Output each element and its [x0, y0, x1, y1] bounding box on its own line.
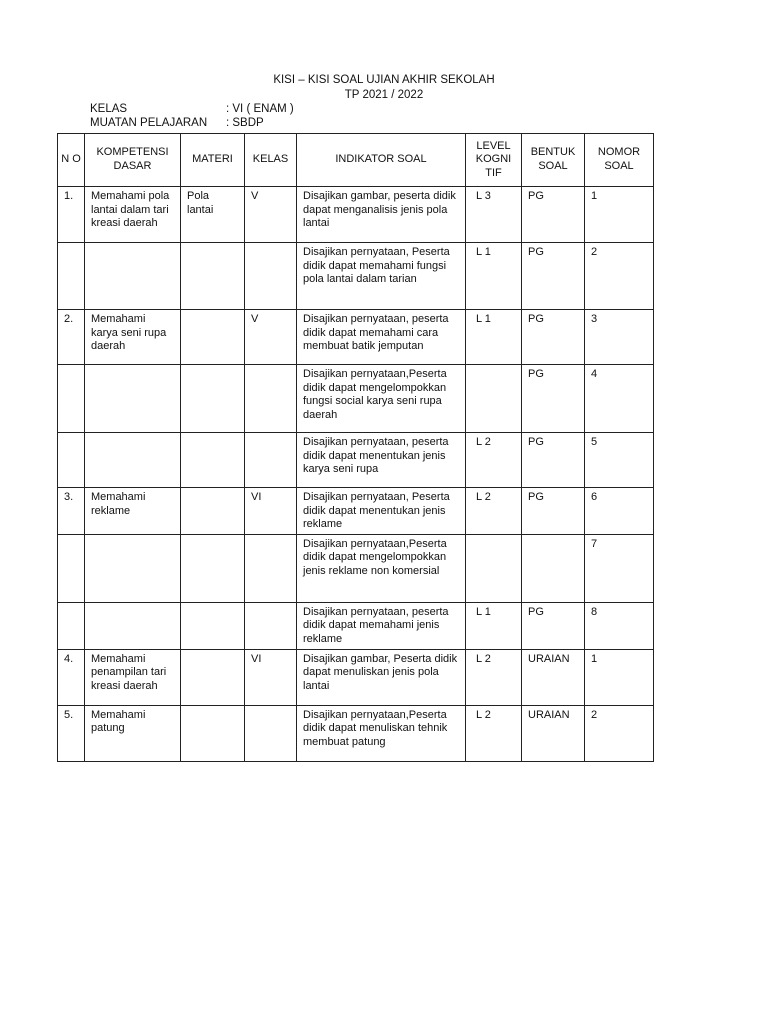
table-row [58, 310, 654, 365]
table-row [58, 649, 654, 705]
cell-nomor-soal: 1 [585, 187, 654, 243]
muatan-value: : SBDP [226, 117, 264, 129]
cell-bentuk-soal: PG [522, 243, 585, 310]
cell-materi [181, 310, 245, 365]
cell-no: 3. [58, 488, 85, 535]
cell-nomor-soal: 1 [585, 649, 654, 705]
cell-kompetensi-dasar: Memahami reklame [85, 488, 181, 535]
cell-bentuk-soal [522, 534, 585, 602]
cell-level-kognitif: L 2 [466, 649, 522, 705]
table-header-row [58, 134, 654, 187]
cell-kelas: VI [245, 649, 297, 705]
cell-materi [181, 534, 245, 602]
cell-kelas [245, 433, 297, 488]
cell-no: 4. [58, 649, 85, 705]
cell-kompetensi-dasar [85, 433, 181, 488]
cell-materi [181, 243, 245, 310]
cell-bentuk-soal: URAIAN [522, 649, 585, 705]
table-row [58, 602, 654, 649]
cell-no: 2. [58, 310, 85, 365]
cell-level-kognitif: L 2 [466, 433, 522, 488]
cell-kelas [245, 243, 297, 310]
header-nomor-soal: NOMOR SOAL [585, 134, 654, 187]
cell-kelas: V [245, 187, 297, 243]
cell-nomor-soal: 4 [585, 365, 654, 433]
cell-indikator-soal: Disajikan pernyataan,Peserta didik dapat menuliskan tehnik membuat patung [297, 705, 466, 761]
cell-level-kognitif [466, 534, 522, 602]
cell-level-kognitif: L 1 [466, 602, 522, 649]
cell-bentuk-soal: PG [522, 602, 585, 649]
kisi-table [57, 133, 654, 762]
cell-no [58, 365, 85, 433]
table-row [58, 187, 654, 243]
cell-materi [181, 433, 245, 488]
cell-level-kognitif: L 1 [466, 243, 522, 310]
cell-kompetensi-dasar [85, 243, 181, 310]
cell-materi [181, 649, 245, 705]
cell-nomor-soal: 5 [585, 433, 654, 488]
cell-nomor-soal: 2 [585, 705, 654, 761]
header-kelas: KELAS [245, 134, 297, 187]
header-materi: MATERI [181, 134, 245, 187]
cell-indikator-soal: Disajikan pernyataan, Peserta didik dapat memahami fungsi pola lantai dalam tarian [297, 243, 466, 310]
table-row [58, 488, 654, 535]
cell-kompetensi-dasar: Memahami penampilan tari kreasi daerah [85, 649, 181, 705]
cell-bentuk-soal: PG [522, 488, 585, 535]
cell-level-kognitif: L 2 [466, 488, 522, 535]
cell-materi [181, 488, 245, 535]
cell-indikator-soal: Disajikan pernyataan, peserta didik dapat memahami cara membuat batik jemputan [297, 310, 466, 365]
cell-nomor-soal: 7 [585, 534, 654, 602]
cell-materi [181, 705, 245, 761]
cell-nomor-soal: 8 [585, 602, 654, 649]
cell-kompetensi-dasar: Memahami karya seni rupa daerah [85, 310, 181, 365]
cell-indikator-soal: Disajikan pernyataan,Peserta didik dapat mengelompokkan jenis reklame non komersial [297, 534, 466, 602]
cell-kelas [245, 705, 297, 761]
cell-no: 5. [58, 705, 85, 761]
cell-level-kognitif: L 2 [466, 705, 522, 761]
cell-kompetensi-dasar [85, 365, 181, 433]
table-row [58, 534, 654, 602]
cell-no [58, 433, 85, 488]
cell-kompetensi-dasar: Memahami patung [85, 705, 181, 761]
cell-materi [181, 365, 245, 433]
cell-no [58, 602, 85, 649]
cell-bentuk-soal: URAIAN [522, 705, 585, 761]
doc-title: KISI – KISI SOAL UJIAN AKHIR SEKOLAH [273, 74, 495, 86]
cell-kompetensi-dasar [85, 602, 181, 649]
cell-materi: Pola lantai [181, 187, 245, 243]
cell-bentuk-soal: PG [522, 433, 585, 488]
header-level-kognitif: LEVEL KOGNI TIF [466, 134, 522, 187]
cell-kelas [245, 602, 297, 649]
cell-no [58, 243, 85, 310]
cell-kompetensi-dasar: Memahami pola lantai dalam tari kreasi daerah [85, 187, 181, 243]
table-row [58, 433, 654, 488]
header-no: N O [58, 134, 85, 187]
cell-kompetensi-dasar [85, 534, 181, 602]
cell-indikator-soal: Disajikan pernyataan, Peserta didik dapat menentukan jenis reklame [297, 488, 466, 535]
cell-indikator-soal: Disajikan gambar, peserta didik dapat menganalisis jenis pola lantai [297, 187, 466, 243]
header-kompetensi-dasar: KOMPETENSI DASAR [85, 134, 181, 187]
cell-bentuk-soal: PG [522, 365, 585, 433]
cell-kelas [245, 534, 297, 602]
kelas-label: KELAS [90, 103, 128, 115]
cell-nomor-soal: 6 [585, 488, 654, 535]
cell-kelas: VI [245, 488, 297, 535]
header-bentuk-soal: BENTUK SOAL [522, 134, 585, 187]
table-row [58, 365, 654, 433]
cell-indikator-soal: Disajikan pernyataan, peserta didik dapat memahami jenis reklame [297, 602, 466, 649]
cell-indikator-soal: Disajikan gambar, Peserta didik dapat menuliskan jenis pola lantai [297, 649, 466, 705]
cell-bentuk-soal: PG [522, 310, 585, 365]
table-row [58, 705, 654, 761]
cell-level-kognitif: L 3 [466, 187, 522, 243]
cell-indikator-soal: Disajikan pernyataan,Peserta didik dapat mengelompokkan fungsi social karya seni rupa daerah [297, 365, 466, 433]
cell-kelas [245, 365, 297, 433]
cell-nomor-soal: 2 [585, 243, 654, 310]
doc-subtitle-year: TP 2021 / 2022 [344, 89, 424, 101]
cell-bentuk-soal: PG [522, 187, 585, 243]
cell-nomor-soal: 3 [585, 310, 654, 365]
muatan-label: MUATAN PELAJARAN [90, 117, 208, 129]
kelas-value: : VI ( ENAM ) [226, 103, 294, 115]
table-row [58, 243, 654, 310]
cell-no [58, 534, 85, 602]
header-indikator-soal: INDIKATOR SOAL [297, 134, 466, 187]
cell-materi [181, 602, 245, 649]
cell-level-kognitif [466, 365, 522, 433]
cell-no: 1. [58, 187, 85, 243]
cell-level-kognitif: L 1 [466, 310, 522, 365]
cell-indikator-soal: Disajikan pernyataan, peserta didik dapat menentukan jenis karya seni rupa [297, 433, 466, 488]
cell-kelas: V [245, 310, 297, 365]
